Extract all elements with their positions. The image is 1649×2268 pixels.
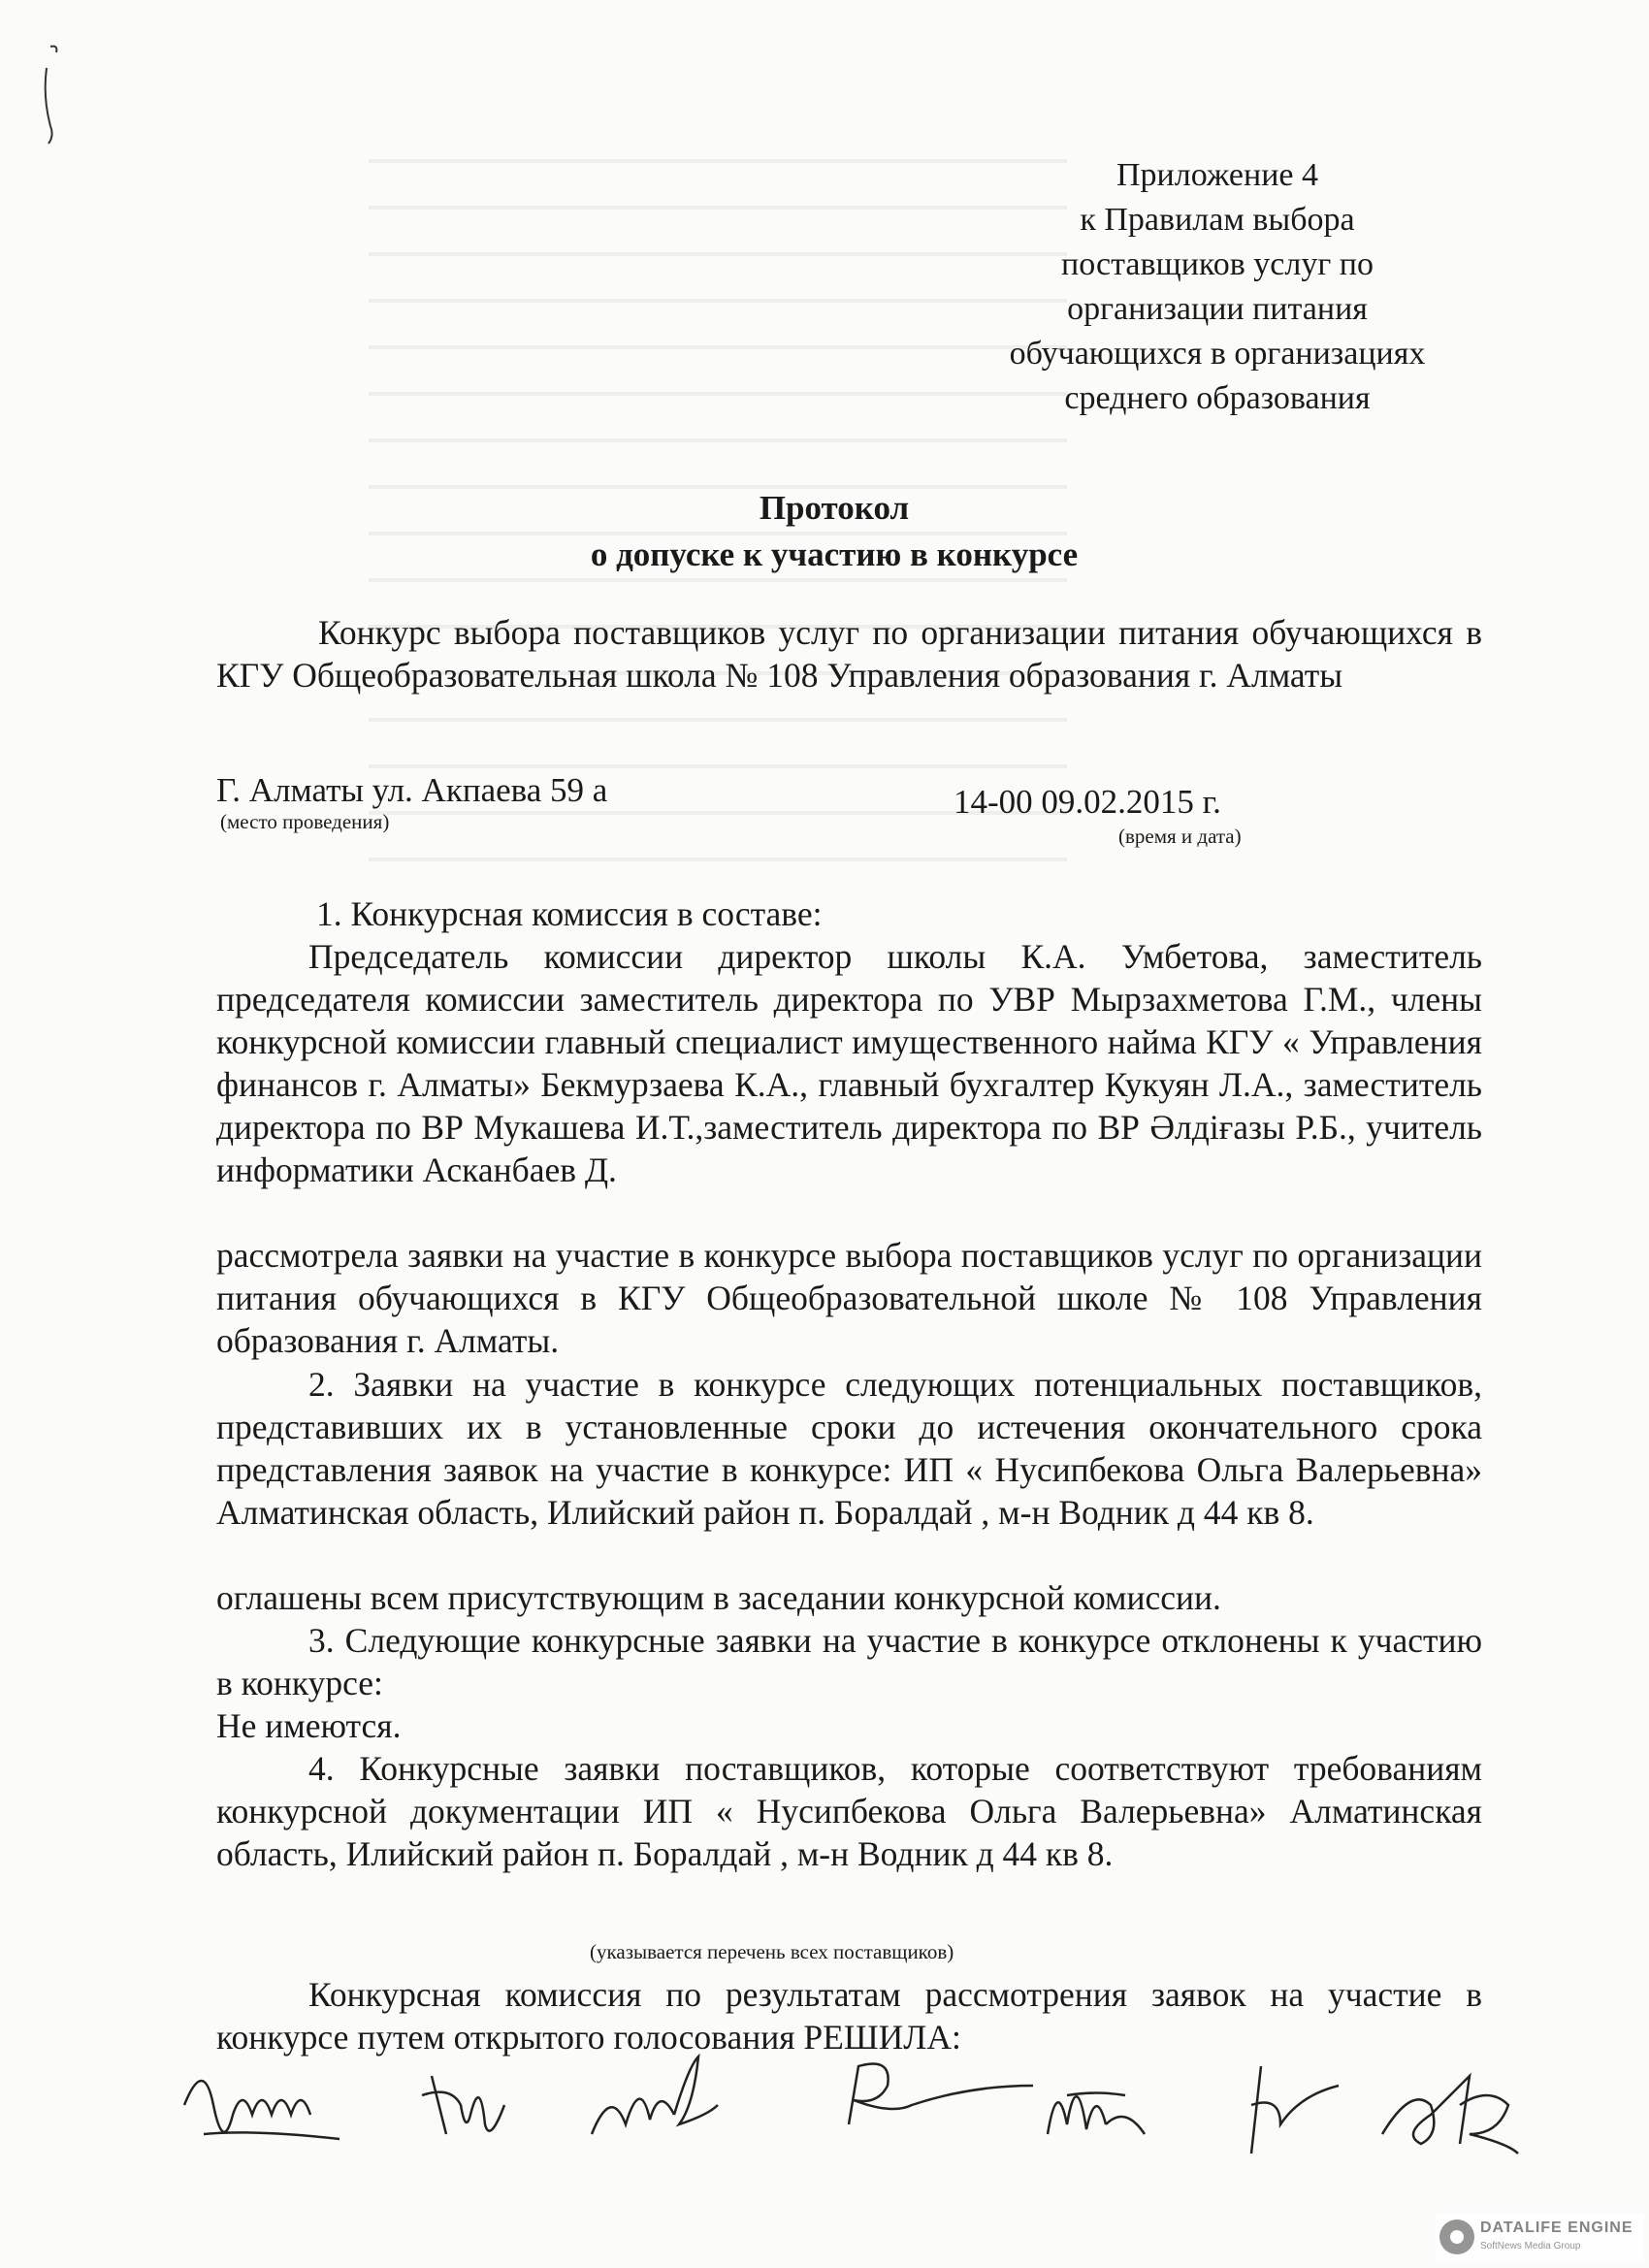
section3-text: 3. Следующие конкурсные заявки на участие в конкурсе отклонены к участию в конкурсе: [216,1621,1482,1702]
section1-heading: 1. Конкурсная комиссия в составе: [316,894,823,933]
section4-text: 4. Конкурсные заявки поставщиков, которые соответствуют требованиям конкурсной документации ИП « Нусипбекова Ольга Валерьевна» Алматинская область, Илийский район п. Боралдай , м-н Водник д 44 кв 8. [216,1749,1482,1873]
appendix-line: Приложение 4 [1116,157,1318,193]
place-datetime-row [216,771,1482,849]
margin-pencil-mark [37,39,76,155]
signature-5 [1028,2047,1174,2173]
watermark-title: DATALIFE ENGINE [1480,2219,1633,2236]
appendix-header [965,153,1470,421]
appendix-line: обучающихся в организациях [1009,336,1426,372]
signature-2 [412,2047,529,2173]
signature-4 [834,2047,1038,2163]
signature-3 [582,2047,728,2163]
section4-caption: (указывается перечень всех поставщиков) [590,1940,954,1963]
section1-members: Председатель комиссии директор школы К.А. Умбетова, заместитель председателя комиссии заместитель директора по УВР Мырзахметова Г.М., члены конкурсной комиссии главный специалист имущественного найма КГУ « Управления финансов г. Алматы» Бекмурзаева К.А., главный бухгалтер Кукуян Л.А., заместитель директора по ВР Мукашева И.Т.,заместитель директора по ВР Әлдіғазы Р.Б., учитель информатики Асканбаев Д. [216,937,1482,1189]
decision-text: Конкурсная комиссия по результатам рассмотрения заявок на участие в конкурсе путем открытого голосования РЕШИЛА: [216,1975,1482,2057]
title-main: Протокол [759,489,910,527]
place-caption: (место проведения) [220,810,390,833]
signature-7 [1373,2047,1528,2173]
signatures-row [155,2047,1533,2183]
datetime-caption: (время и дата) [1118,825,1242,848]
appendix-line: организации питания [1067,291,1368,327]
appendix-line: поставщиков услуг по [1061,246,1374,282]
signature-6 [1222,2047,1348,2173]
site-watermark [1436,2214,1644,2262]
section2-announced: оглашены всем присутствующим в заседании конкурсной комиссии. [216,1578,1221,1617]
section1-reviewed: рассмотрела заявки на участие в конкурсе выбора поставщиков услуг по организации питания обучающихся в КГУ Общеобразовательной школе № 108 Управления образования г. Алматы. [216,1236,1482,1360]
section3-none: Не имеются. [216,1706,402,1745]
title-sub: о допуске к участию в конкурсе [590,535,1079,573]
document-title [436,485,1232,578]
watermark-subtitle: SoftNews Media Group [1480,2241,1581,2252]
place-value: Г. Алматы ул. Акпаева 59 а [216,771,608,809]
appendix-line: к Правилам выбора [1080,202,1355,238]
section2-text: 2. Заявки на участие в конкурсе следующих потенциальных поставщиков, представивших их в установленные сроки до истечения окончательного срока представления заявок на участие в конкурсе: ИП « Нусипбекова Ольга Валерьевна» Алматинская область, Илийский район п. Боралдай , м-н Водник д 44 кв 8. [216,1365,1482,1532]
datetime-value: 14-00 09.02.2015 г. [954,783,1221,821]
signature-1 [175,2047,359,2163]
appendix-line: среднего образования [1064,380,1371,416]
contest-intro: Конкурс выбора поставщиков услуг по организации питания обучающихся в КГУ Общеобразовательная школа № 108 Управления образования г. Алматы [216,613,1482,695]
datalife-logo-icon [1439,2219,1474,2254]
